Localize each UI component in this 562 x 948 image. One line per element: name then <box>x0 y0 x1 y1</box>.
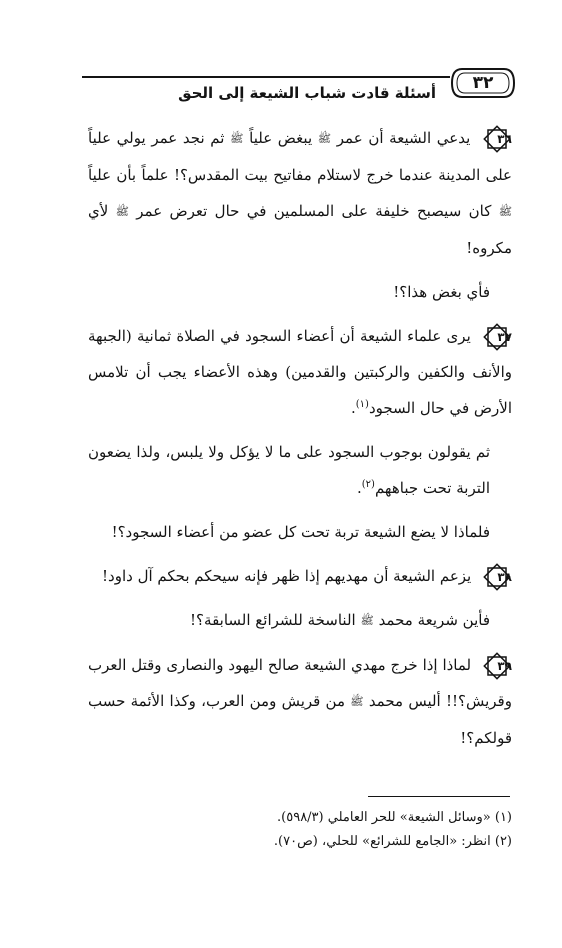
paragraph-text: ثم نجد عمر يولي علياً على المدينة عندما خرج لاستلام مفاتيح بيت المقدس؟! علماً بأن علياً <box>88 129 512 184</box>
footnotes <box>88 806 512 854</box>
paragraph-end: . <box>350 399 356 417</box>
follow-up-paragraph: فلماذا لا يضع الشيعة تربة تحت كل عضو من أعضاء السجود؟! <box>111 523 490 541</box>
honorific-glyph: ﷺ <box>230 132 244 145</box>
footnote-ref: (١) <box>355 399 369 410</box>
question-number-badge <box>482 322 512 352</box>
paragraph-text: ثم يقولون بوجوب السجود على ما لا يؤكل ولا يلبس، ولذا يضعون التربة تحت جباههم <box>88 443 490 497</box>
footnote: (٢) انظر: «الجامع للشرائع» للحلي، (ص٧٠). <box>273 834 512 849</box>
paragraph-end: . <box>356 479 362 497</box>
footnote-separator <box>368 796 510 797</box>
honorific-glyph: ﷺ <box>115 205 129 218</box>
follow-up-paragraph: فأي بغض هذا؟! <box>393 283 490 301</box>
question-number-badge <box>482 124 512 154</box>
question-paragraph <box>88 120 512 266</box>
paragraph-text: لماذا إذا خرج مهدي الشيعة صالح اليهود والنصارى وقتل العرب وقريش؟!! أليس محمد <box>88 656 512 710</box>
page-body <box>88 120 512 756</box>
footnote-ref: (٢) <box>361 479 375 490</box>
page-header <box>82 66 516 102</box>
paragraph-text: لأي مكروه! <box>88 202 512 257</box>
question-paragraph <box>88 647 512 756</box>
question-number-badge <box>482 651 512 681</box>
question-number: ٣٨ <box>497 570 512 584</box>
paragraph-text: كان سيصبح خليفة على المسلمين في حال تعرض عمر <box>136 202 492 220</box>
paragraph-text: يبغض علياً <box>249 129 313 147</box>
honorific-glyph: ﷺ <box>317 132 332 145</box>
question-number: ٣٩ <box>497 659 512 673</box>
page-number: ٣٢ <box>472 73 494 93</box>
paragraph-text: الناسخة للشرائع السابقة؟! <box>190 611 356 629</box>
book-title: أسئلة قادت شباب الشيعة إلى الحق <box>178 84 436 102</box>
question-number: ٣٦ <box>497 132 512 146</box>
footnote: (١) «وسائل الشيعة» للحر العاملي (٥٩٨/٣). <box>277 810 512 825</box>
question-paragraph <box>88 318 512 426</box>
honorific-glyph: ﷺ <box>350 695 364 708</box>
header-rule <box>82 76 450 78</box>
paragraph-text: من قريش ومن العرب، وكذا الأئمة حسب قولكم؟! <box>88 692 512 747</box>
question-paragraph <box>88 558 512 594</box>
paragraph-text: يزعم الشيعة أن مهديهم إذا ظهر فإنه سيحكم بحكم آل داود! <box>102 567 472 585</box>
paragraph-text: فأين شريعة محمد <box>378 611 490 629</box>
paragraph-text: يدعي الشيعة أن عمر <box>336 129 471 147</box>
paragraph-text: يرى علماء الشيعة أن أعضاء السجود في الصلاة ثمانية (الجبهة والأنف والكفين والركبتين والقدمين) وهذه الأعضاء يجب أن تلامس الأرض في حال السجود <box>88 327 512 417</box>
honorific-glyph: ﷺ <box>360 614 374 627</box>
follow-up-paragraph <box>88 602 512 639</box>
question-number: ٣٧ <box>497 330 512 344</box>
page-number-badge <box>450 66 516 100</box>
honorific-glyph: ﷺ <box>498 205 512 218</box>
follow-up-paragraph <box>88 434 512 506</box>
question-number-badge <box>482 562 512 592</box>
